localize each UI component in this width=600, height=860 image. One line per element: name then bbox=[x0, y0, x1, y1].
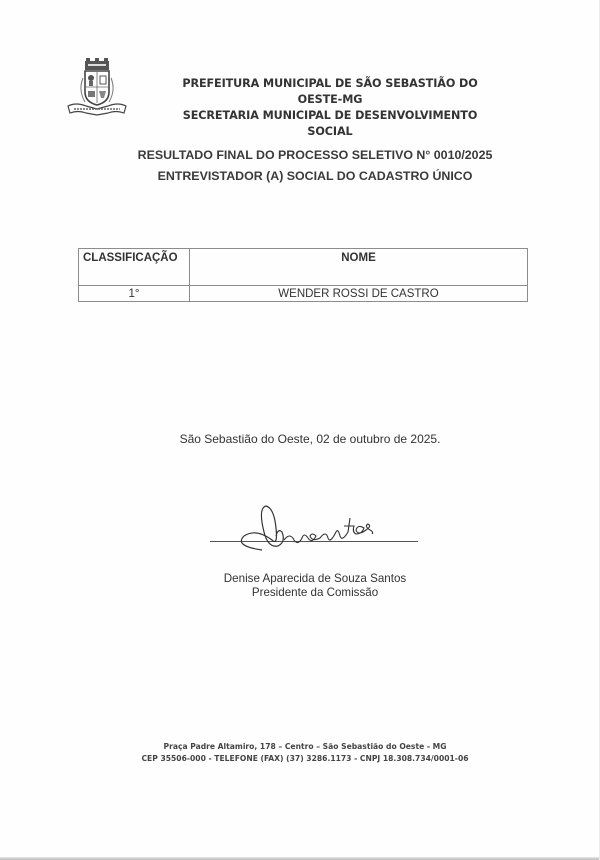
title-line-2: ENTREVISTADOR (A) SOCIAL DO CADASTRO ÚNICO bbox=[157, 169, 473, 183]
footer-address: Praça Padre Altamiro, 178 – Centro – São Sebastião do Oeste - MG bbox=[163, 742, 447, 751]
footer-contact: CEP 35506-000 - TELEFONE (FAX) (37) 3286.1173 - CNPJ 18.308.734/0001-06 bbox=[141, 754, 469, 763]
municipal-coat-of-arms-icon bbox=[66, 58, 128, 118]
department-name: SECRETARIA MUNICIPAL DE DESENVOLVIMENTO SOCIAL bbox=[182, 109, 478, 138]
rank-cell: 1° bbox=[79, 286, 190, 302]
signer-role: Presidente da Comissão bbox=[251, 586, 379, 599]
place-and-date: São Sebastião do Oeste, 02 de outubro de 2025. bbox=[179, 432, 441, 446]
table-row bbox=[79, 286, 528, 302]
letterhead bbox=[160, 76, 500, 140]
signer-block bbox=[200, 572, 430, 600]
signer-name: Denise Aparecida de Souza Santos bbox=[223, 572, 407, 585]
column-header-classification: CLASSIFICAÇÃO bbox=[79, 249, 190, 286]
results-table bbox=[78, 248, 528, 302]
title-line-1: RESULTADO FINAL DO PROCESSO SELETIVO N° 0010/2025 bbox=[137, 148, 493, 162]
column-header-name: NOME bbox=[190, 249, 528, 286]
handwritten-signature-icon bbox=[232, 502, 422, 558]
table-header-row bbox=[79, 249, 528, 286]
document-title bbox=[120, 145, 510, 187]
name-cell: WENDER ROSSI DE CASTRO bbox=[190, 286, 528, 302]
municipality-name: PREFEITURA MUNICIPAL DE SÃO SEBASTIÃO DO OESTE-MG bbox=[182, 77, 478, 106]
footer-address-block bbox=[130, 741, 480, 765]
